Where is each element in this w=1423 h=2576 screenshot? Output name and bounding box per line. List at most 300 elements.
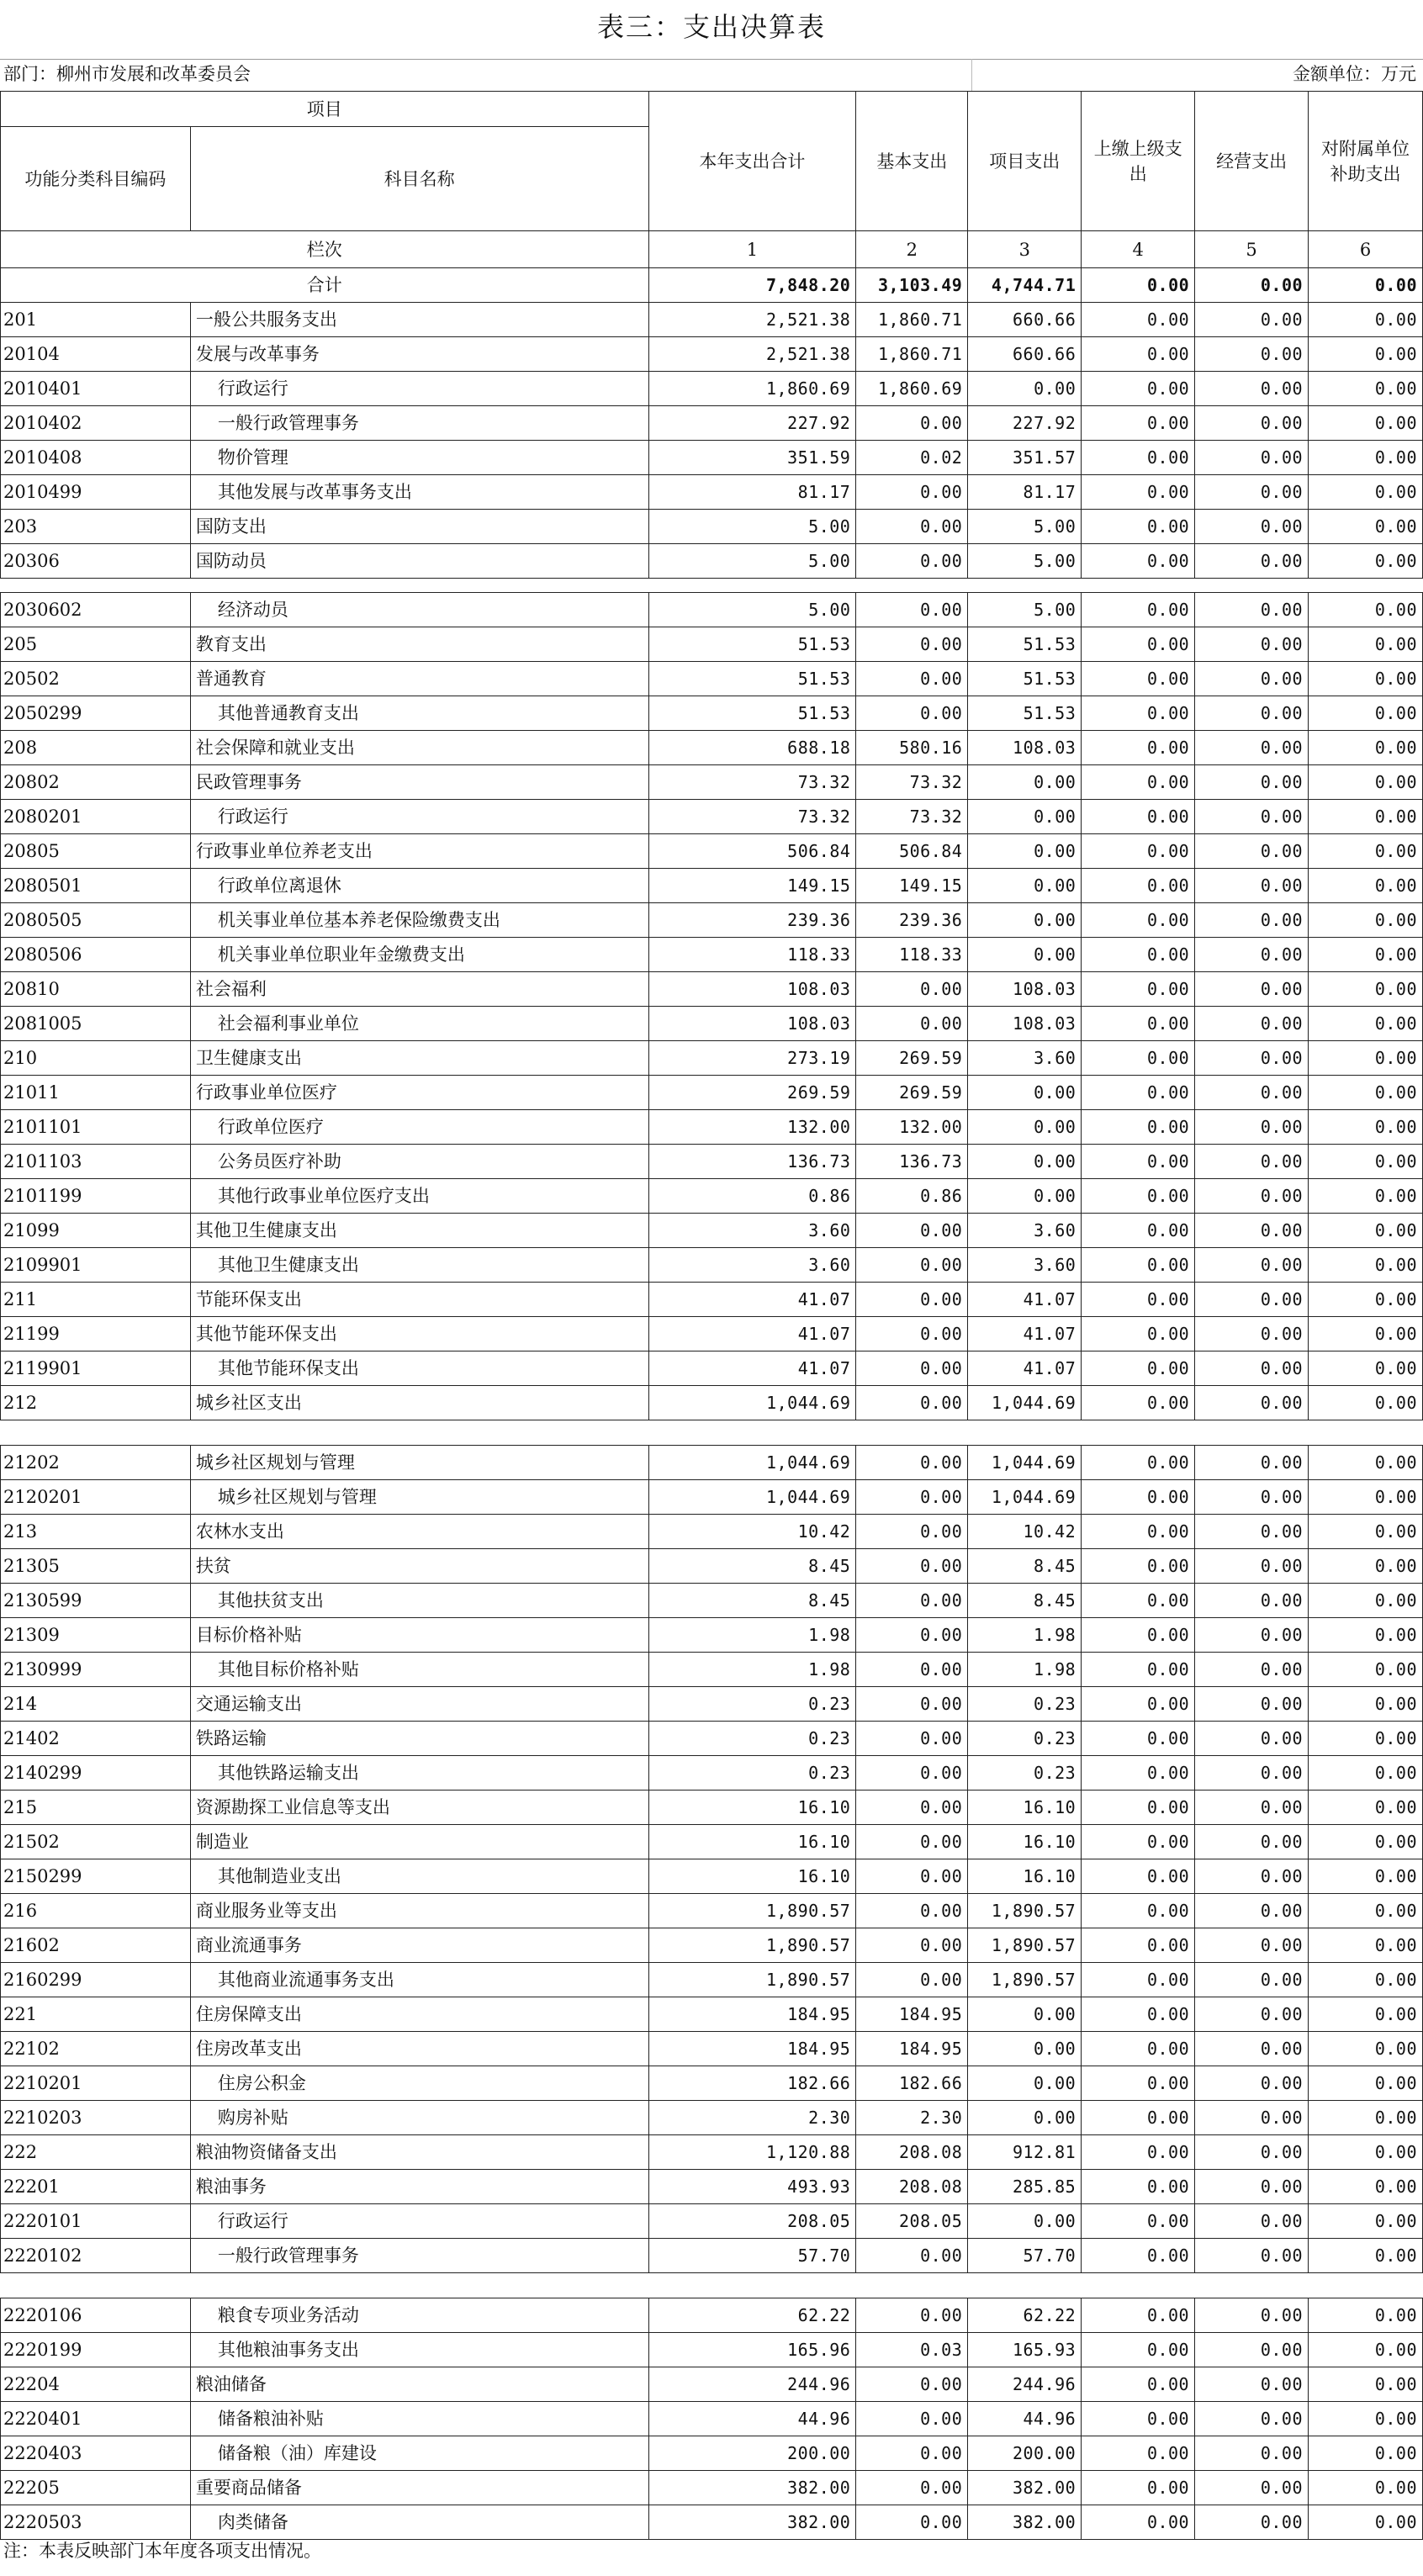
amount-cell: 0.00 [1309,1041,1423,1076]
subject-name: 其他商业流通事务支出 [190,1963,648,1997]
amount-cell: 0.00 [856,2298,968,2333]
amount-cell: 73.32 [856,765,968,800]
amount-cell: 244.96 [648,2367,856,2402]
amount-cell: 0.00 [1082,1791,1195,1825]
subject-name: 住房公积金 [190,2066,648,2101]
table-row [1,1894,1423,1928]
amount-cell: 0.00 [1195,2505,1309,2540]
subject-name: 城乡社区规划与管理 [190,1446,648,1480]
amount-cell: 0.00 [1195,1446,1309,1480]
amount-cell: 0.00 [856,2471,968,2505]
amount-cell: 0.00 [1082,1653,1195,1687]
amount-cell: 0.00 [1082,372,1195,406]
amount-cell: 0.00 [1082,1618,1195,1653]
subject-name: 其他目标价格补贴 [190,1653,648,1687]
subject-code: 2081005 [1,1007,191,1041]
amount-cell: 8.45 [648,1584,856,1618]
subject-name: 住房改革支出 [190,2032,648,2066]
amount-cell: 0.00 [1082,869,1195,903]
amount-cell: 0.00 [1309,731,1423,765]
amount-cell: 0.00 [1309,1687,1423,1722]
subject-code: 2220503 [1,2505,191,2540]
subject-code: 21602 [1,1928,191,1963]
subject-name: 城乡社区规划与管理 [190,1480,648,1515]
amount-cell: 62.22 [968,2298,1082,2333]
department-label: 部门：柳州市发展和改革委员会 [3,64,251,84]
subject-name: 铁路运输 [190,1722,648,1756]
subject-name: 行政事业单位医疗 [190,1076,648,1110]
amount-cell: 382.00 [648,2471,856,2505]
amount-cell: 41.07 [968,1351,1082,1386]
amount-cell: 0.00 [1082,2333,1195,2367]
amount-cell: 0.00 [1309,1618,1423,1653]
amount-cell: 0.00 [1195,2135,1309,2170]
amount-cell: 0.00 [1309,2101,1423,2135]
order-5: 5 [1195,231,1309,268]
total-value: 3,103.49 [856,268,968,303]
amount-cell: 1,890.57 [968,1963,1082,1997]
subject-name: 其他卫生健康支出 [190,1248,648,1283]
amount-cell: 0.00 [1082,2101,1195,2135]
subject-code: 221 [1,1997,191,2032]
amount-cell: 0.00 [1195,1179,1309,1214]
amount-cell: 184.95 [856,1997,968,2032]
subject-name: 粮食专项业务活动 [190,2298,648,2333]
amount-cell: 0.00 [1309,544,1423,579]
amount-cell: 0.00 [968,834,1082,869]
amount-cell: 0.00 [1082,938,1195,972]
amount-cell: 0.00 [1082,544,1195,579]
amount-cell: 0.00 [968,372,1082,406]
subject-code: 2010408 [1,441,191,475]
amount-cell: 0.00 [1082,406,1195,441]
subject-name: 一般行政管理事务 [190,406,648,441]
amount-cell: 0.00 [1309,2170,1423,2204]
subject-code: 2220401 [1,2402,191,2436]
table-row [1,544,1423,579]
subject-code: 2101103 [1,1145,191,1179]
amount-cell: 0.00 [1195,1351,1309,1386]
amount-cell: 0.00 [1082,1928,1195,1963]
amount-cell: 5.00 [648,544,856,579]
amount-cell: 0.00 [1309,2066,1423,2101]
subject-name: 经济动员 [190,593,648,627]
table-row [1,372,1423,406]
subject-name: 住房保障支出 [190,1997,648,2032]
amount-cell: 0.00 [1195,2066,1309,2101]
amount-cell: 227.92 [968,406,1082,441]
subject-code: 21502 [1,1825,191,1859]
amount-cell: 0.00 [1082,1386,1195,1420]
amount-cell: 208.05 [856,2204,968,2239]
subject-name: 储备粮（油）库建设 [190,2436,648,2471]
amount-cell: 3.60 [648,1248,856,1283]
amount-cell: 8.45 [968,1584,1082,1618]
amount-cell: 0.23 [968,1722,1082,1756]
subject-name: 一般行政管理事务 [190,2239,648,2273]
subject-name: 卫生健康支出 [190,1041,648,1076]
table-row [1,1584,1423,1618]
amount-cell: 0.00 [1195,1145,1309,1179]
subject-code: 2010402 [1,406,191,441]
amount-cell: 57.70 [968,2239,1082,2273]
subject-code: 216 [1,1894,191,1928]
amount-cell: 0.00 [1082,2367,1195,2402]
table-row [1,1351,1423,1386]
amount-cell: 0.00 [1082,510,1195,544]
subject-code: 2220199 [1,2333,191,2367]
table-row [1,903,1423,938]
amount-cell: 0.00 [1195,1041,1309,1076]
subject-code: 2210201 [1,2066,191,2101]
table-row [1,2101,1423,2135]
table-row [1,2239,1423,2273]
amount-cell: 0.00 [1082,1179,1195,1214]
subject-name: 商业流通事务 [190,1928,648,1963]
subject-name: 教育支出 [190,627,648,662]
amount-cell: 0.00 [856,2505,968,2540]
subject-code: 213 [1,1515,191,1549]
amount-cell: 5.00 [968,544,1082,579]
amount-cell: 0.00 [1195,510,1309,544]
subject-name: 肉类储备 [190,2505,648,2540]
amount-cell: 0.00 [968,938,1082,972]
amount-cell: 0.00 [1309,303,1423,337]
table-row [1,800,1423,834]
amount-cell: 0.00 [1195,1894,1309,1928]
table-row [1,834,1423,869]
amount-cell: 1,890.57 [968,1894,1082,1928]
amount-cell: 0.00 [1309,441,1423,475]
amount-cell: 0.00 [856,1653,968,1687]
amount-cell: 1,890.57 [968,1928,1082,1963]
amount-cell: 0.00 [1309,1386,1423,1420]
table-row [1,2402,1423,2436]
amount-cell: 0.00 [1309,1549,1423,1584]
subject-code: 2120201 [1,1480,191,1515]
amount-cell: 0.00 [1309,2204,1423,2239]
subject-name: 行政运行 [190,800,648,834]
amount-cell: 0.00 [856,627,968,662]
amount-cell: 0.00 [1309,2298,1423,2333]
amount-cell: 0.00 [1195,1618,1309,1653]
amount-cell: 10.42 [648,1515,856,1549]
amount-cell: 0.00 [1195,1214,1309,1248]
amount-cell: 81.17 [968,475,1082,510]
subject-name: 其他扶贫支出 [190,1584,648,1618]
amount-cell: 2.30 [648,2101,856,2135]
table-row [1,696,1423,731]
amount-cell: 165.93 [968,2333,1082,2367]
amount-cell: 0.00 [1195,2471,1309,2505]
table-row [1,2436,1423,2471]
amount-cell: 0.00 [1195,337,1309,372]
amount-cell: 239.36 [648,903,856,938]
subject-code: 20810 [1,972,191,1007]
amount-cell: 0.00 [1195,475,1309,510]
amount-cell: 73.32 [856,800,968,834]
amount-cell: 0.00 [856,2436,968,2471]
subject-code: 2101101 [1,1110,191,1145]
amount-cell: 165.96 [648,2333,856,2367]
amount-cell: 0.00 [1309,938,1423,972]
amount-cell: 0.00 [856,1859,968,1894]
amount-cell: 0.00 [1195,2333,1309,2367]
amount-cell: 0.00 [1309,627,1423,662]
table-row [1,303,1423,337]
amount-cell: 0.00 [1309,2333,1423,2367]
subject-name: 其他普通教育支出 [190,696,648,731]
header-col-4: 上缴上级支出 [1082,92,1195,231]
subject-code: 21309 [1,1618,191,1653]
amount-cell: 351.57 [968,441,1082,475]
amount-cell: 0.00 [1082,972,1195,1007]
amount-cell: 0.00 [1195,2101,1309,2135]
amount-cell: 506.84 [648,834,856,869]
table-row [1,1007,1423,1041]
amount-cell: 227.92 [648,406,856,441]
table-row [1,1480,1423,1515]
amount-cell: 0.23 [648,1722,856,1756]
amount-cell: 0.00 [1195,1584,1309,1618]
amount-cell: 0.00 [1082,1997,1195,2032]
subject-code: 20104 [1,337,191,372]
amount-cell: 0.00 [1082,2170,1195,2204]
amount-cell: 493.93 [648,2170,856,2204]
table-row [1,2170,1423,2204]
amount-cell: 0.00 [1309,800,1423,834]
subject-name: 社会保障和就业支出 [190,731,648,765]
amount-cell: 0.00 [856,2402,968,2436]
amount-cell: 16.10 [968,1791,1082,1825]
amount-cell: 208.08 [856,2170,968,2204]
amount-cell: 0.00 [1309,1214,1423,1248]
amount-cell: 0.00 [1082,1041,1195,1076]
amount-cell: 5.00 [648,593,856,627]
table-row [1,1756,1423,1791]
amount-cell: 580.16 [856,731,968,765]
amount-cell: 0.00 [1309,1722,1423,1756]
expenditure-table-part-3 [0,1445,1423,2273]
amount-cell: 51.53 [968,696,1082,731]
amount-cell: 0.00 [1195,800,1309,834]
amount-cell: 1.98 [648,1618,856,1653]
amount-cell: 0.00 [1195,627,1309,662]
table-row [1,2471,1423,2505]
amount-cell: 0.00 [1195,1859,1309,1894]
subject-name: 行政事业单位养老支出 [190,834,648,869]
amount-cell: 0.00 [968,1110,1082,1145]
amount-cell: 1,890.57 [648,1928,856,1963]
amount-cell: 0.00 [1082,1859,1195,1894]
amount-cell: 108.03 [648,972,856,1007]
amount-cell: 0.00 [1309,1145,1423,1179]
amount-cell: 0.00 [1082,1248,1195,1283]
amount-cell: 0.86 [856,1179,968,1214]
table-row [1,2032,1423,2066]
amount-cell: 0.00 [968,800,1082,834]
amount-cell: 0.00 [968,1076,1082,1110]
amount-cell: 0.23 [968,1687,1082,1722]
amount-cell: 0.00 [1309,1351,1423,1386]
amount-cell: 0.00 [1195,1317,1309,1351]
subject-name: 节能环保支出 [190,1283,648,1317]
table-row [1,337,1423,372]
amount-cell: 382.00 [648,2505,856,2540]
amount-cell: 0.00 [856,1791,968,1825]
amount-cell: 5.00 [968,593,1082,627]
amount-cell: 0.00 [1309,834,1423,869]
amount-cell: 0.00 [1309,593,1423,627]
amount-cell: 0.00 [856,1963,968,1997]
amount-cell: 0.00 [1309,1007,1423,1041]
amount-cell: 149.15 [648,869,856,903]
subject-code: 215 [1,1791,191,1825]
amount-cell: 5.00 [968,510,1082,544]
amount-cell: 5.00 [648,510,856,544]
amount-cell: 0.00 [968,903,1082,938]
subject-code: 2210203 [1,2101,191,2135]
amount-cell: 0.00 [1309,2032,1423,2066]
amount-cell: 0.00 [1082,1145,1195,1179]
subject-name: 一般公共服务支出 [190,303,648,337]
amount-cell: 0.00 [1309,1076,1423,1110]
table-row [1,1618,1423,1653]
amount-cell: 0.00 [1195,731,1309,765]
amount-cell: 0.00 [1309,372,1423,406]
amount-cell: 0.00 [1195,1007,1309,1041]
amount-cell: 285.85 [968,2170,1082,2204]
amount-cell: 0.00 [1195,1997,1309,2032]
table-row [1,2204,1423,2239]
subject-code: 210 [1,1041,191,1076]
subject-code: 2080506 [1,938,191,972]
expenditure-table-part-2 [0,592,1423,1420]
table-row [1,2333,1423,2367]
amount-cell: 0.00 [1082,1317,1195,1351]
subject-code: 211 [1,1283,191,1317]
amount-cell: 0.00 [856,1248,968,1283]
amount-cell: 1,044.69 [648,1446,856,1480]
expenditure-table-part-4 [0,2298,1423,2540]
amount-cell: 0.00 [1082,2066,1195,2101]
amount-cell: 0.00 [1195,834,1309,869]
amount-cell: 136.73 [648,1145,856,1179]
amount-cell: 0.00 [1309,2505,1423,2540]
subject-code: 212 [1,1386,191,1420]
amount-cell: 81.17 [648,475,856,510]
amount-cell: 41.07 [648,1317,856,1351]
amount-cell: 0.00 [1309,869,1423,903]
amount-cell: 0.00 [856,2367,968,2402]
amount-cell: 2,521.38 [648,337,856,372]
amount-cell: 0.00 [856,1386,968,1420]
amount-cell: 0.00 [1082,2239,1195,2273]
subject-code: 2010499 [1,475,191,510]
table-row [1,1386,1423,1420]
amount-cell: 0.00 [1195,1687,1309,1722]
subject-code: 21099 [1,1214,191,1248]
amount-cell: 0.00 [856,593,968,627]
amount-cell: 1,890.57 [648,1963,856,1997]
amount-cell: 44.96 [968,2402,1082,2436]
table-row [1,2135,1423,2170]
amount-cell: 0.00 [1309,662,1423,696]
amount-cell: 0.00 [856,1351,968,1386]
amount-cell: 0.00 [856,1007,968,1041]
subject-name: 购房补贴 [190,2101,648,2135]
subject-code: 20502 [1,662,191,696]
subject-name: 发展与改革事务 [190,337,648,372]
subject-name: 普通教育 [190,662,648,696]
amount-cell: 10.42 [968,1515,1082,1549]
amount-cell: 244.96 [968,2367,1082,2402]
subject-code: 2109901 [1,1248,191,1283]
amount-cell: 0.00 [1082,731,1195,765]
amount-cell: 0.00 [1309,2402,1423,2436]
amount-cell: 0.00 [856,696,968,731]
amount-cell: 41.07 [648,1283,856,1317]
amount-cell: 351.59 [648,441,856,475]
amount-cell: 0.00 [968,1997,1082,2032]
subject-name: 交通运输支出 [190,1687,648,1722]
amount-cell: 73.32 [648,765,856,800]
amount-cell: 239.36 [856,903,968,938]
amount-cell: 0.00 [1082,1825,1195,1859]
amount-cell: 0.00 [1309,2436,1423,2471]
amount-cell: 0.00 [1195,1386,1309,1420]
amount-cell: 0.00 [1195,372,1309,406]
total-label: 合计 [1,268,649,303]
amount-cell: 0.00 [1309,2367,1423,2402]
amount-cell: 0.00 [1082,593,1195,627]
amount-cell: 0.86 [648,1179,856,1214]
amount-cell: 0.00 [1195,2239,1309,2273]
amount-cell: 16.10 [968,1825,1082,1859]
amount-cell: 0.00 [968,869,1082,903]
amount-cell: 184.95 [648,2032,856,2066]
amount-cell: 0.00 [856,475,968,510]
subject-code: 22205 [1,2471,191,2505]
amount-cell: 0.00 [1195,2402,1309,2436]
amount-cell: 208.05 [648,2204,856,2239]
subject-name: 粮油物资储备支出 [190,2135,648,2170]
subject-name: 社会福利事业单位 [190,1007,648,1041]
amount-cell: 200.00 [648,2436,856,2471]
subject-name: 粮油事务 [190,2170,648,2204]
table-row [1,1283,1423,1317]
subject-name: 国防支出 [190,510,648,544]
amount-cell: 688.18 [648,731,856,765]
order-2: 2 [856,231,968,268]
amount-cell: 0.00 [1309,1248,1423,1283]
amount-cell: 0.00 [968,2032,1082,2066]
amount-cell: 0.00 [1082,1549,1195,1584]
amount-cell: 0.00 [1195,1283,1309,1317]
amount-cell: 0.00 [1195,406,1309,441]
amount-cell: 51.53 [648,627,856,662]
amount-cell: 0.00 [1309,2135,1423,2170]
amount-cell: 0.00 [1082,1446,1195,1480]
subject-code: 2220102 [1,2239,191,2273]
amount-cell: 0.00 [1195,972,1309,1007]
amount-cell: 0.00 [1082,475,1195,510]
amount-cell: 1,860.71 [856,303,968,337]
total-value: 4,744.71 [968,268,1082,303]
amount-cell: 16.10 [968,1859,1082,1894]
amount-cell: 0.00 [1082,1687,1195,1722]
amount-cell: 0.02 [856,441,968,475]
